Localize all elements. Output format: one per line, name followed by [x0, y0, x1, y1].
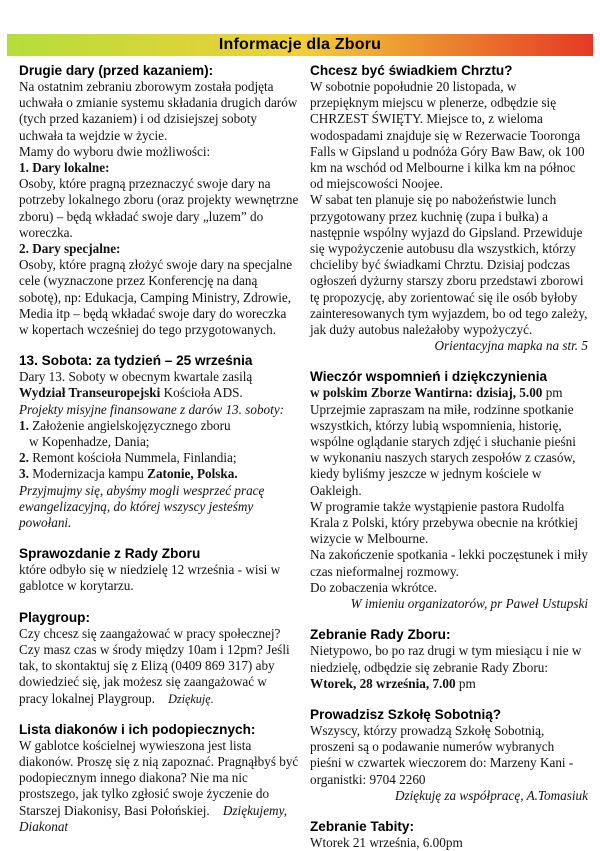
- section-szkola: [310, 706, 588, 804]
- section-13-sobota: [19, 352, 299, 531]
- project-item-3: [19, 466, 299, 482]
- sobota-line2-rest: Kościoła ADS.: [160, 385, 243, 401]
- chrzest-heading: Chcesz być świadkiem Chrztu?: [310, 63, 513, 78]
- sobota-heading: 13. Sobota: za tydzień – 25 września: [19, 353, 253, 369]
- playgroup-text: Czy chcesz się zaangażować w pracy społecznej? Czy masz czas w środy między 10am i 12pm? Jeśli tak, to skontaktuj się z Elizą (0409 869 317) aby dowiedzieć się, jak możesz się zaangażować w pracy lokalnej Playgroup.: [19, 625, 290, 706]
- rada-date-rest: pm: [455, 675, 476, 691]
- project-item-1-text: Założenie angielskojęzycznego zboru: [28, 417, 231, 433]
- section-tabity: [310, 818, 588, 851]
- projects-intro: Projekty misyjne finansowane z darów 13. soboty:: [19, 401, 285, 417]
- project-item-2-num: 2.: [19, 450, 29, 466]
- section-diakoni: [19, 721, 299, 835]
- left-column: [19, 62, 299, 835]
- section-playgroup: [19, 609, 299, 707]
- szkola-heading: Prowadzisz Szkołę Sobotnią?: [310, 706, 502, 722]
- section-rada: [310, 626, 588, 692]
- drugie-dary-options-intro: Mamy do wyboru dwie możliwości:: [19, 143, 211, 159]
- tabity-text: Wtorek 21 września, 6.00pm: [310, 834, 463, 850]
- project-item-1-num: 1.: [19, 417, 29, 433]
- wieczor-sub-bold: w polskim Zborze Wantirna: dzisiaj, 5.00: [310, 385, 543, 401]
- tabity-heading: Zebranie Tabity:: [310, 818, 414, 834]
- project-item-1-cont: w Kopenhadze, Dania;: [29, 434, 150, 450]
- rada-date: Wtorek, 28 września, 7.00: [310, 675, 456, 691]
- wieczor-text: Uprzejmie zapraszam na miłe, rodzinne spotkanie wszystkich, którzy lubią wspomnienia, historię, wspólne oglądanie starych zdjęć i słuchanie pieśni w wykonaniu naszych starych zespołów z czasów, kiedy byliśmy jeszcze w jednym kościele w Oakleigh.: [310, 401, 576, 498]
- drugie-dary-heading: Drugie dary (przed kazaniem):: [19, 63, 214, 78]
- szkola-thanks: Dziękuję za współpracę, A.Tomasiuk: [394, 787, 588, 803]
- project-item-2: [19, 450, 299, 466]
- right-column: [310, 62, 588, 851]
- wieczor-sub-rest: pm: [542, 385, 563, 401]
- wieczor-signature: W imieniu organizatorów, pr Paweł Ustupski: [350, 596, 588, 612]
- rada-heading: Zebranie Rady Zboru:: [310, 627, 451, 643]
- section-sprawozdanie: [19, 545, 299, 594]
- option2-title: 2. Dary specjalne:: [19, 241, 121, 257]
- sprawozdanie-heading: Sprawozdanie z Rady Zboru: [19, 546, 201, 562]
- wieczor-text3: Na zakończenie spotkania - lekki poczęstunek i miły czas nieformalnej rozmowy.: [310, 547, 588, 579]
- diakoni-heading: Lista diakonów i ich podopiecznych:: [19, 721, 256, 737]
- wieczor-sub: [310, 385, 588, 401]
- project-item-3-place: Zatonie, Polska.: [147, 466, 238, 482]
- project-item-2-text: Remont kościoła Nummela, Finlandia;: [28, 450, 237, 466]
- sobota-division: Wydział Transeuropejski: [19, 385, 161, 401]
- diakoni-text: W gablotce kościelnej wywieszona jest lista diakonów. Proszę się z nią zapoznać. Pragnąłbyś być podopiecznym innego diakona? Nie ma nic prostszego, jak tylko zgłosić swoje życzenie do Starszej Diakonisy, Basi Połońskiej.: [19, 737, 299, 818]
- chrzest-text1: W sobotnie popołudnie 20 listopada, w przepięknym miejscu w plenerze, odbędzie się CHRZEST ŚWIĘTY. Miejsce to, z wieloma wodospadami znajduje się w Rezerwacie Tooronga Falls w Gipsland u podnóża Góry Baw Baw, ok 100 km na wschód od Melbourne i kilka km na północ od miejscowości Noojee.: [310, 79, 585, 192]
- project-item-3-text: Modernizacja kampu: [28, 466, 148, 482]
- sobota-line2: [19, 385, 299, 401]
- project-item-3-num: 3.: [19, 466, 29, 482]
- page-title: Informacje dla Zboru: [218, 36, 382, 53]
- section-wieczor: [310, 368, 588, 612]
- playgroup-heading: Playgroup:: [19, 609, 90, 625]
- wieczor-heading: Wieczór wspomnień i dziękczynienia: [310, 369, 548, 385]
- diakoni-thanks: Dziękujemy, Diakonat: [19, 802, 287, 834]
- sprawozdanie-text: które odbyło się w niedzielę 12 września - wisi w gablotce w korytarzu.: [19, 562, 281, 594]
- chrzest-text2: W sabat ten planuje się po nabożeństwie lunch przygotowany przez kuchnię (zupa i bułka) a następnie wspólny wyjazd do Gipsland. Przewiduje się wypożyczenie autobusu dla wszystkich, którzy chcieliby być świadkami Chrztu. Dzisiaj podczas ogłoszeń dyżurny starszy zboru przedstawi zborowi tę propozycję, aby zorientować się ile osób byłoby zainteresowanych tym wyjazdem, bo od tego zależy, jak duży autobus należałoby wypożyczyć.: [310, 192, 588, 338]
- diakoni-text-wrap: [19, 738, 299, 835]
- sobota-prayer: Przyjmujmy się, abyśmy mogli wesprzeć pracę ewangelizacyjną, do której wszyscy jesteśmy powołani.: [19, 482, 265, 531]
- section-drugie-dary: [19, 62, 299, 338]
- map-note: Orientacyjna mapka na str. 5: [434, 338, 588, 354]
- project-item-1: [19, 418, 299, 434]
- section-chrzest: [310, 62, 588, 354]
- wieczor-text4: Do zobaczenia wkrótce.: [310, 579, 438, 595]
- rada-text-wrap: [310, 643, 588, 692]
- option1-text: Osoby, które pragną przeznaczyć swoje dary na potrzeby lokalnego zboru (oraz projekty wewnętrzne zboru) – będą wkładać swoje dary „luzem” do woreczka.: [19, 176, 299, 240]
- playgroup-thanks: Dziękuję.: [168, 691, 214, 706]
- page-banner: [7, 34, 593, 56]
- playgroup-text-wrap: [19, 626, 299, 707]
- wieczor-text2: W programie także wystąpienie pastora Rudolfa Krala z Polski, który przebywa obecnie na krótkiej wizycie w Melbourne.: [310, 498, 579, 547]
- option2-text: Osoby, które pragną złożyć swoje dary na specjalne cele (wyznaczone przez Konferencję na daną sobotę), np: Edukacja, Camping Ministry, Zdrowie, Media itp – będą wkładać swoje dary do woreczka w kopertach wcześniej do tego przygotowanych.: [19, 257, 293, 338]
- szkola-text: Wszyscy, którzy prowadzą Szkołę Sobotnią, proszeni są o podawanie numerów wybranych pieśni w czwartek wieczorem do: Marzeny Kani - organistki: 9704 2260: [310, 722, 574, 787]
- option1-title: 1. Dary lokalne:: [19, 160, 110, 176]
- rada-text: Nietypowo, bo po raz drugi w tym miesiącu i nie w niedzielę, odbędzie się zebranie Rady Zboru:: [310, 643, 582, 675]
- sobota-line1: Dary 13. Soboty w obecnym kwartale zasilą: [19, 369, 253, 385]
- drugie-dary-intro: Na ostatnim zebraniu zborowym została podjęta uchwała o zmianie systemu składania drugich darów (tych przed kazaniem) i od dzisiejszej soboty uchwała ta wejdzie w życie.: [19, 79, 298, 143]
